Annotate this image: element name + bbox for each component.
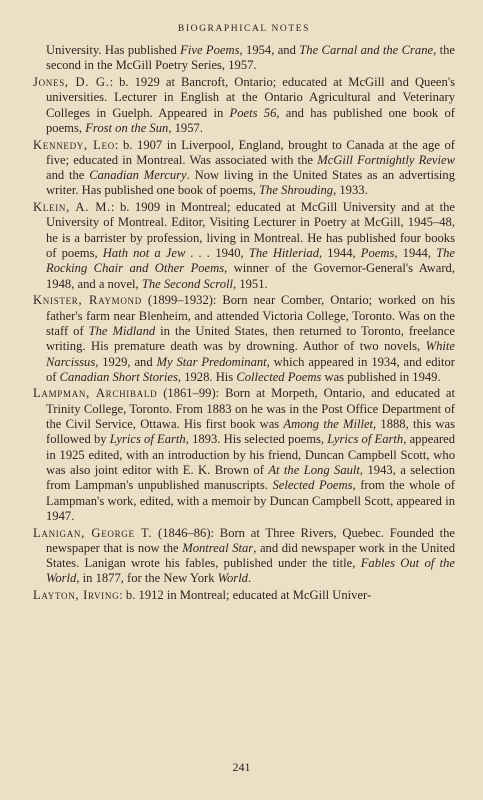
work-title: Hath not a Jew . . .: [102, 246, 211, 261]
entry-text: , and has published one book of poems,: [46, 105, 455, 135]
entry-text: (1899–1932): Born near Comber, Ontario; worked on his father's farm near Blenheim, and attended Victoria College, Toronto. Was on the staff of: [46, 293, 455, 338]
entry-text: , which appeared in 1934, and editor of: [46, 354, 455, 384]
work-title: Fables Out of the World: [46, 556, 456, 586]
page-number: 241: [232, 760, 251, 774]
entry-text: , appeared in 1925 edited, with an introduction by his friend, Duncan Campbell Scott, who was also joint editor with E. K. Brown of: [46, 432, 456, 477]
entry-text: . Now living in the United States as an advertising writer. Has published one book of poems,: [46, 168, 455, 198]
entry-text: (1846–86): Born at Three Rivers, Quebec. Founded the newspaper that is now the: [46, 525, 455, 555]
entry-text: , 1951.: [233, 276, 268, 291]
entry-text: , 1943, a selection from Lampman's unpublished manuscripts.: [46, 462, 455, 493]
entry-text: University. Has published: [46, 43, 181, 57]
work-title: Five Poems: [180, 43, 240, 57]
entry-text: , from the whole of Lampman's work, edited, with a memoir by Duncan Campbell Scott, appeared in 1947.: [46, 478, 455, 523]
biography-entry: [33, 75, 455, 136]
work-title: The Shrouding: [259, 183, 334, 198]
work-title: Frost on the Sun: [85, 120, 169, 135]
entry-text: : b. 1912 in Montreal; educated at McGill Univer-: [119, 588, 372, 603]
entry-text: : b. 1929 at Bancroft, Ontario; educated at McGill and Queen's universities. Lecturer in English at the Ontario Agricultural and Veterinary Colleges in Guelph. Appeared in: [46, 74, 455, 120]
entry-text: , winner of the Governor-General's Award, 1948, and a novel,: [46, 261, 455, 291]
work-title: Canadian Mercury: [89, 168, 187, 183]
entry-text: 1940,: [210, 246, 249, 261]
entry-text: , and did newspaper work in the United States. Lanigan wrote his fables, published under the title,: [46, 540, 456, 571]
entry-text: , in 1877, for the New York: [76, 571, 218, 586]
work-title: The Second Scroll: [141, 276, 234, 291]
entry-text: , 1954, and: [239, 43, 300, 57]
entry-name: Lampman, Archibald: [33, 386, 158, 401]
running-head: BIOGRAPHICAL NOTES: [177, 24, 311, 34]
entry-name: Knister, Raymond: [33, 293, 142, 308]
work-title: The Hitleriad: [248, 246, 320, 261]
work-title: Lyrics of Earth: [109, 432, 186, 447]
biography-entry: [33, 588, 455, 603]
entry-text: , 1893. His selected poems,: [185, 432, 328, 447]
work-title: Poems: [360, 246, 395, 261]
entry-text: and the: [46, 168, 90, 183]
work-title: World: [217, 571, 248, 586]
entry-text: , 1888, this was followed by: [46, 417, 455, 447]
entry-text: , 1929, and: [95, 354, 157, 369]
entry-text: was published in 1949.: [321, 369, 441, 384]
work-title: The Carnal and the Crane: [299, 43, 434, 57]
work-title: Poets 56: [229, 105, 277, 120]
work-title: Montreal Star: [182, 540, 254, 555]
work-title: At the Long Sault: [268, 462, 360, 477]
biography-entry: [33, 200, 455, 292]
entry-text: , 1944,: [319, 246, 361, 261]
work-title: Canadian Short Stories: [59, 369, 178, 384]
entry-name: Layton, Irving: [33, 588, 120, 603]
work-title: Selected Poems: [272, 478, 353, 493]
entry-text: (1861–99): Born at Morpeth, Ontario, and educated at Trinity College, Toronto. From 1883 on he was in the Post Office Department of the Civil Service, Ottawa. His first book was: [46, 386, 456, 432]
work-title: The Rocking Chair and Other Poems: [46, 246, 456, 276]
entry-text: : b. 1907 in Liverpool, England, brought to Canada at the age of five; educated in Montreal. Was associated with the: [46, 137, 455, 167]
work-title: McGill Fortnightly Review: [317, 152, 455, 167]
entry-text: : b. 1909 in Montreal; educated at McGill University and at the University of Montreal. Editor, Visiting Lecturer in Poetry at McGill, 1945–48, he is a barrister by profession, living in Montreal. He has published four books of poems,: [46, 200, 456, 261]
entry-text: .: [247, 571, 252, 586]
biography-entry: [33, 386, 455, 524]
biography-entry-continuation: [33, 43, 455, 74]
work-title: The Midland: [88, 323, 156, 338]
work-title: Lyrics of Earth: [327, 432, 404, 447]
entry-text: , the second in the McGill Poetry Series, 1957.: [46, 43, 455, 73]
biography-entry: [33, 293, 455, 385]
work-title: My Star Predominant: [156, 354, 267, 369]
work-title: Among the Millet: [283, 417, 374, 432]
entry-name: Klein, A. M.: [33, 200, 112, 215]
work-title: White Narcissus: [46, 339, 455, 369]
entry-name: Kennedy, Leo: [33, 137, 115, 152]
entry-name: Jones, D. G.: [33, 74, 110, 89]
biographical-entries: [33, 43, 455, 603]
work-title: Collected Poems: [236, 369, 322, 384]
entry-name: Lanigan, George T.: [33, 525, 153, 540]
biography-entry: [33, 138, 455, 199]
entry-text: , 1928. His: [177, 369, 237, 384]
entry-text: , 1944,: [394, 246, 437, 261]
entry-text: , 1957.: [168, 120, 203, 135]
entry-text: in the United States, then returned to Toronto, freelance writing. His premature death was by drowning. Author of two novels,: [46, 323, 455, 354]
biography-entry: [33, 526, 455, 587]
entry-text: , 1933.: [333, 183, 368, 198]
